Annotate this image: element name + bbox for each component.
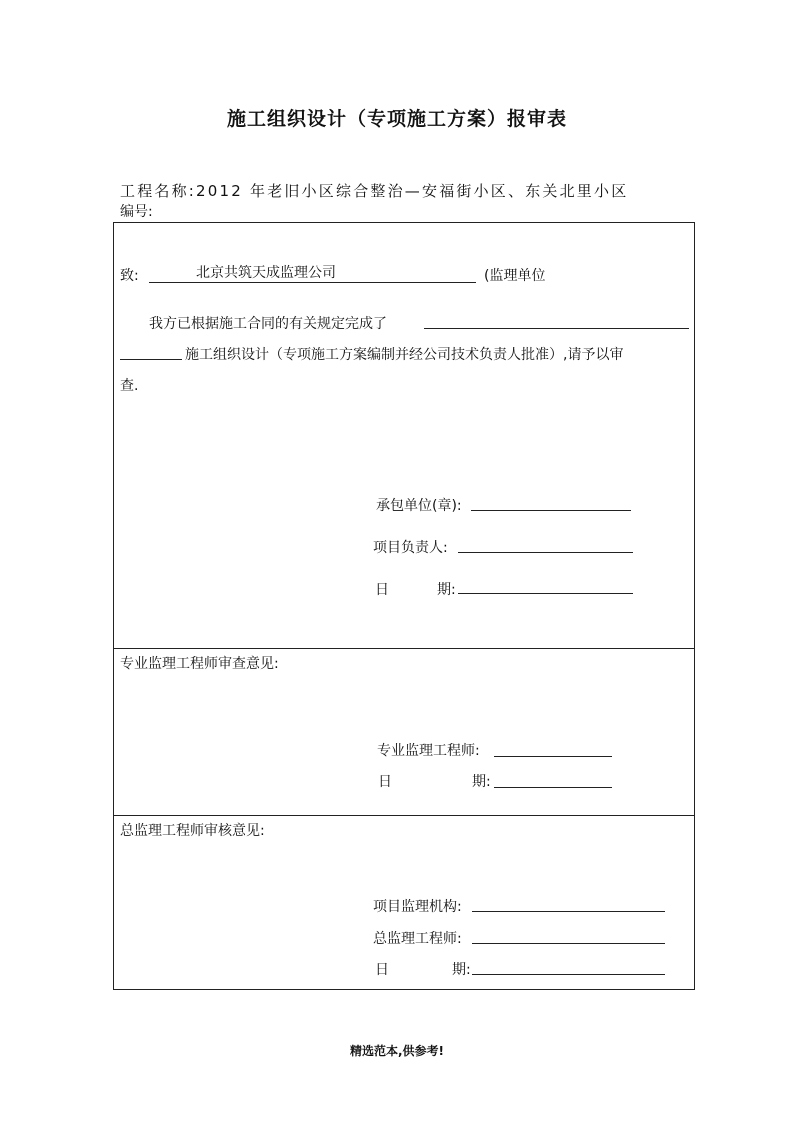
- supervision-org-label: 项目监理机构:: [373, 899, 462, 915]
- section2-heading: 专业监理工程师审查意见:: [120, 656, 279, 672]
- contractor-label: 承包单位(章):: [376, 498, 462, 514]
- chief-engineer-field[interactable]: [472, 943, 665, 944]
- date-field-2[interactable]: [494, 787, 612, 788]
- date-label-3-char1: 日: [375, 962, 389, 978]
- date-label-3-char2: 期:: [452, 962, 471, 978]
- date-label-1-char1: 日: [375, 582, 389, 598]
- contractor-signature-field[interactable]: [471, 510, 631, 511]
- body-text-line3: 查.: [120, 378, 139, 394]
- table-divider-2: [113, 815, 695, 816]
- date-label-1-char2: 期:: [437, 582, 456, 598]
- section3-heading: 总监理工程师审核意见:: [120, 823, 265, 839]
- engineer-label: 专业监理工程师:: [377, 743, 480, 759]
- work-name-blank-1[interactable]: [424, 328, 689, 329]
- body-text-line2: 施工组织设计（专项施工方案编制并经公司技术负责人批准）,请予以审: [185, 347, 624, 363]
- date-label-2-char2: 期:: [472, 774, 491, 790]
- date-field-1[interactable]: [458, 593, 633, 594]
- project-name-line: 工程名称:2012 年老旧小区综合整治—安福街小区、东关北里小区: [120, 182, 629, 200]
- to-label: 致:: [120, 268, 139, 284]
- project-manager-field[interactable]: [458, 552, 633, 553]
- engineer-signature-field[interactable]: [494, 756, 612, 757]
- table-divider-1: [113, 648, 695, 649]
- document-title: 施工组织设计（专项施工方案）报审表: [226, 108, 567, 130]
- project-manager-label: 项目负责人:: [373, 540, 448, 556]
- body-text-line1: 我方已根据施工合同的有关规定完成了: [149, 316, 387, 332]
- supervisor-unit-label: (监理单位: [484, 268, 546, 284]
- number-label: 编号:: [120, 204, 153, 220]
- footer-note: 精选范本,供参考!: [349, 1044, 445, 1058]
- chief-engineer-label: 总监理工程师:: [373, 931, 462, 947]
- supervisor-company-field[interactable]: [149, 265, 476, 283]
- work-name-blank-2[interactable]: [120, 359, 182, 360]
- form-table: [113, 222, 695, 990]
- date-label-2-char1: 日: [378, 774, 392, 790]
- date-field-3[interactable]: [472, 974, 665, 975]
- supervision-org-field[interactable]: [472, 911, 665, 912]
- supervisor-company-name: 北京共筑天成监理公司: [196, 265, 336, 281]
